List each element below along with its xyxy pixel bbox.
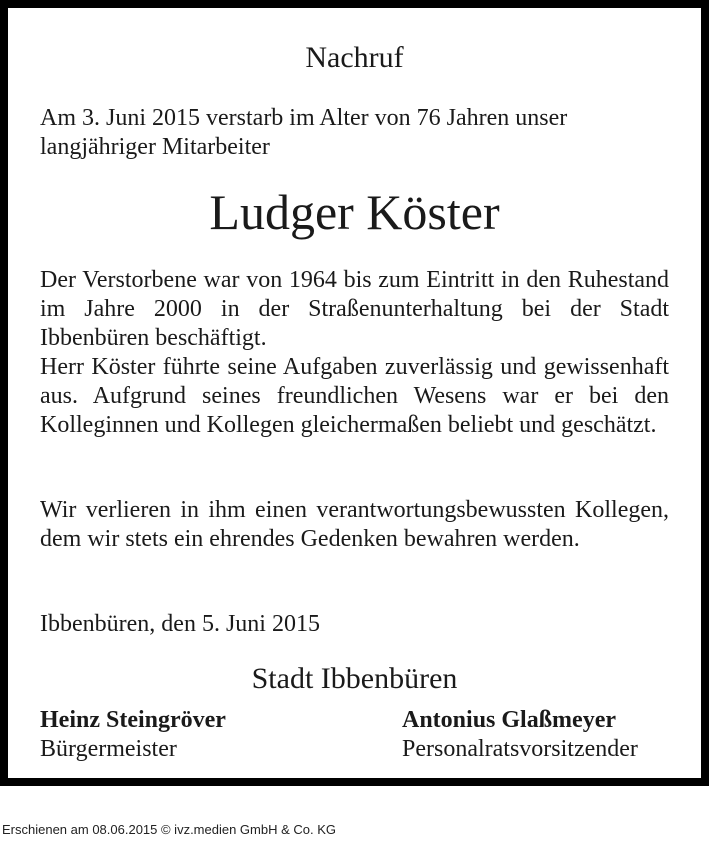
signatory-name: Heinz Steingröver (40, 707, 226, 733)
signatory-left (40, 706, 226, 764)
intro-paragraph (40, 104, 669, 162)
tribute-line: gewissenhaft aus. Aufgrund seines freundlichen Wesens (40, 354, 670, 409)
farewell-paragraph (40, 496, 669, 554)
signatory-right (402, 706, 638, 764)
tribute-line: Ruhestand im Jahre 2000 in der Straßenunterhaltung bei (40, 267, 670, 322)
farewell-line: werden. (503, 526, 580, 552)
intro-line: langjähriger Mitarbeiter (40, 134, 270, 160)
organization-name: Stadt Ibbenbüren (251, 662, 458, 695)
dateline: Ibbenbüren, den 5. Juni 2015 (40, 611, 320, 637)
tribute-line: Der Verstorbene war von 1964 bis zum Eintritt in den (40, 267, 561, 293)
obituary-content (40, 8, 669, 778)
tribute-line: beliebt und geschätzt. (447, 412, 657, 438)
tribute-line: war er bei den Kolleginnen und Kollegen gleichermaßen (40, 383, 669, 438)
notice-heading: Nachruf (305, 41, 404, 74)
tribute-line: Herr Köster führte seine Aufgaben zuverlässig und (40, 354, 537, 380)
intro-line: Am 3. Juni 2015 verstarb im Alter von 76 Jahren unser (40, 105, 568, 131)
farewell-line: Kollegen, dem wir stets ein ehrendes Gedenken bewahren (40, 497, 670, 552)
signatory-role: Bürgermeister (40, 736, 177, 762)
tribute-line: der Stadt Ibbenbüren beschäftigt. (40, 296, 670, 351)
signatory-role: Personalratsvorsitzender (402, 736, 638, 762)
farewell-line: Wir verlieren in ihm einen verantwortungsbewussten (40, 497, 566, 523)
deceased-name: Ludger Köster (209, 184, 500, 240)
signatory-name: Antonius Glaßmeyer (402, 707, 617, 733)
tribute-paragraph (40, 266, 669, 440)
publication-footer: Erschienen am 08.06.2015 © ivz.medien GmbH & Co. KG (2, 822, 337, 837)
